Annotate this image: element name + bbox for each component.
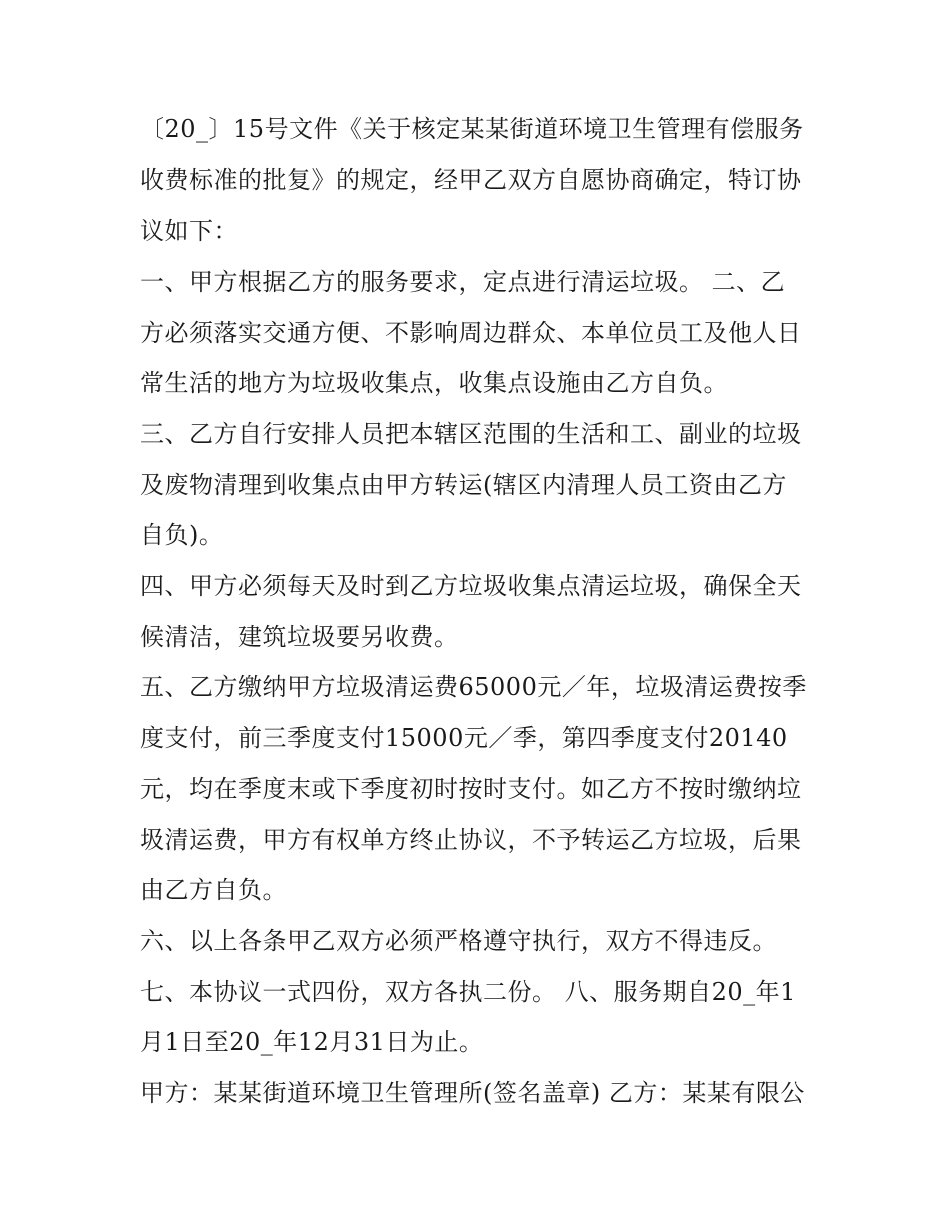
text-line-1: 〔20_〕15号文件《关于核定某某街道环境卫生管理有偿服务 (140, 115, 804, 143)
text-line-12: 五、乙方缴纳甲方垃圾清运费65000元／年，垃圾清运费按季 (140, 673, 807, 701)
text-line-15: 圾清运费，甲方有权单方终止协议，不予转运乙方垃圾，后果 (140, 826, 802, 854)
text-line-18: 七、本协议一式四份，双方各执二份。 八、服务期自20_年1 (140, 978, 796, 1006)
text-line-10: 四、甲方必须每天及时到乙方垃圾收集点清运垃圾，确保全天 (140, 572, 802, 600)
text-line-3: 议如下： (140, 217, 238, 245)
text-line-17: 六、以上各条甲乙双方必须严格遵守执行，双方不得违反。 (140, 927, 777, 955)
text-line-14: 元，均在季度末或下季度初时按时支付。如乙方不按时缴纳垃 (140, 775, 802, 803)
text-line-4: 一、甲方根据乙方的服务要求，定点进行清运垃圾。 二、乙 (140, 268, 786, 296)
text-line-8: 及废物清理到收集点由甲方转运(辖区内清理人员工资由乙方 (140, 471, 787, 499)
text-line-11: 候清洁，建筑垃圾要另收费。 (140, 623, 459, 651)
text-line-20: 甲方：某某街道环境卫生管理所(签名盖章) 乙方：某某有限公 (140, 1079, 805, 1107)
text-line-19: 月1日至20_年12月31日为止。 (140, 1028, 484, 1056)
text-line-16: 由乙方自负。 (140, 876, 287, 904)
text-line-7: 三、乙方自行安排人员把本辖区范围的生活和工、副业的垃圾 (140, 420, 802, 448)
text-line-13: 度支付，前三季度支付15000元／季，第四季度支付20140 (140, 724, 788, 752)
text-line-5: 方必须落实交通方便、不影响周边群众、本单位员工及他人日 (140, 319, 802, 347)
text-line-9: 自负)。 (140, 521, 224, 549)
text-line-6: 常生活的地方为垃圾收集点，收集点设施由乙方自负。 (140, 369, 728, 397)
text-line-2: 收费标准的批复》的规定，经甲乙双方自愿协商确定，特订协 (140, 166, 802, 194)
